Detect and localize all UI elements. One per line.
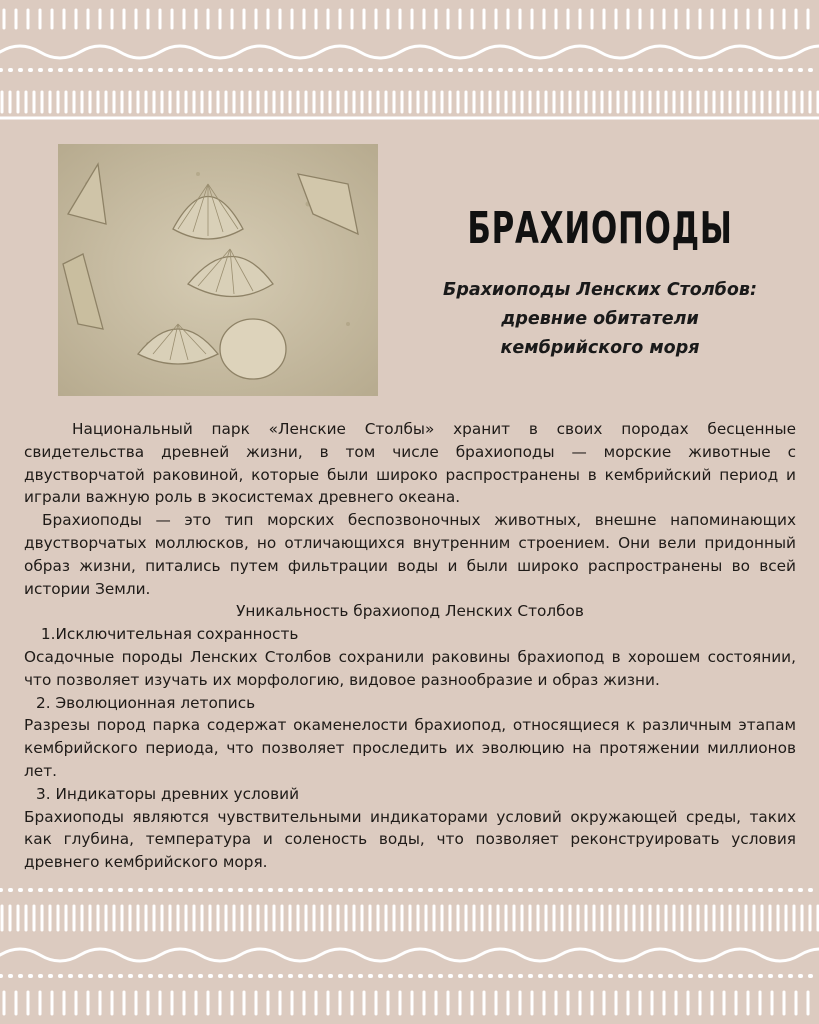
list-item-title <box>24 692 796 715</box>
list-item-title <box>24 783 796 806</box>
page-subtitle <box>410 276 790 363</box>
list-number: 1. <box>40 625 56 644</box>
intro-paragraph-2: Брахиоподы — это тип морских беспозвоночных животных, внешне напоминающих двустворчатых моллюсков, но отличающихся внутренним строением. Они вели придонный образ жизни, питались путем фильтрации воды и были широко распространены во всей истории Земли. <box>24 511 796 598</box>
top-ornament-border <box>0 0 819 125</box>
list-item-title-text: Индикаторы древних условий <box>55 784 300 803</box>
list-number: 3. <box>36 784 51 803</box>
intro-paragraph-1: Национальный парк «Ленские Столбы» хранит в своих породах бесценные свидетельства древней жизни, в том числе брахиоподы — морские животные с двустворчатой раковиной, которые были широко распространены в кембрийский период и играли важную роль в экосистемах древнего океана. <box>24 420 796 507</box>
brachiopod-fossil-photo <box>58 144 378 396</box>
bottom-ornament-border <box>0 880 819 1024</box>
page-title: БРАХИОПОДЫ <box>467 203 733 254</box>
subtitle-line: кембрийского моря <box>500 338 700 358</box>
list-item-text: Брахиоподы являются чувствительными индикаторами условий окружающей среды, таких как глубина, температура и соленость воды, что позволяет реконструировать условия древнего кембрийского моря. <box>24 807 796 872</box>
list-item-title-text: Исключительная сохранность <box>55 625 299 644</box>
article-body <box>24 418 796 874</box>
subtitle-line: древние обитатели <box>501 309 699 329</box>
section-heading: Уникальность брахиопод Ленских Столбов <box>236 602 584 621</box>
list-item-title <box>24 623 796 646</box>
list-item-text: Осадочные породы Ленских Столбов сохранили раковины брахиопод в хорошем состоянии, что позволяет изучать их морфологию, видовое разнообразие и образ жизни. <box>24 647 796 689</box>
subtitle-line: Брахиоподы Ленских Столбов: <box>443 280 757 300</box>
list-item-title-text: Эволюционная летопись <box>55 693 256 712</box>
list-item-text: Разрезы пород парка содержат окаменелости брахиопод, относящиеся к различным этапам кембрийского периода, что позволяет проследить их эволюцию на протяжении миллионов лет. <box>24 716 796 780</box>
list-number: 2. <box>36 693 51 712</box>
